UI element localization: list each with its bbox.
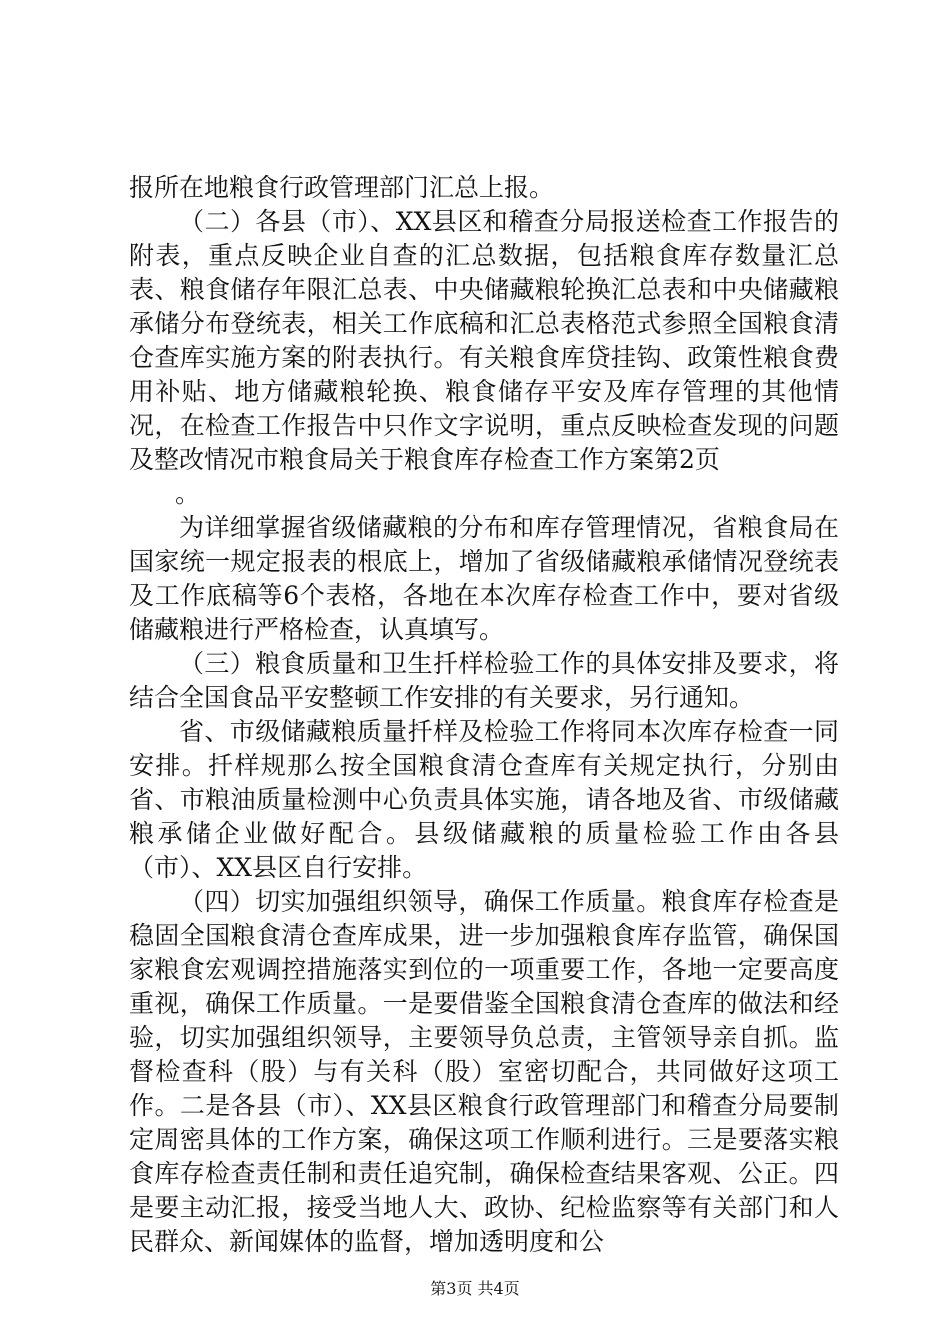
paragraph-continuation: 报所在地粮食行政管理部门汇总上报。 — [129, 173, 555, 202]
paragraph-provincial-reserve: 为详细掌握省级储藏粮的分布和库存管理情况，省粮食局在国家统一规定报表的根底上，增加了省级储藏粮承储情况登统表及工作底稿等6个表格，各地在本次库存检查工作中，要对省级储藏粮进行严格检查，认真填写。 — [129, 513, 839, 644]
page-footer: 第3页 共4页 — [430, 1279, 520, 1298]
document-body — [129, 171, 839, 1259]
paragraph-section-3: （三）粮食质量和卫生扦样检验工作的具体安排及要求，将结合全国食品平安整顿工作安排的有关要求，另行通知。 — [129, 649, 839, 712]
paragraph-sampling: 省、市级储藏粮质量扦样及检验工作将同本次库存检查一同安排。扦样规那么按全国粮食清仓查库有关规定执行，分别由省、市粮油质量检测中心负责具体实施，请各地及省、市级储藏粮承储企业做好配合。县级储藏粮的质量检验工作由各县（市）、XX县区自行安排。 — [129, 717, 839, 882]
paragraph-section-4: （四）切实加强组织领导，确保工作质量。粮食库存检查是稳固全国粮食清仓查库成果，进一步加强粮食库存监管，确保国家粮食宏观调控措施落实到位的一项重要工作，各地一定要高度重视，确保工作质量。一是要借鉴全国粮食清仓查库的做法和经验，切实加强组织领导，主要领导负总责，主管领导亲自抓。监督检查科（股）与有关科（股）室密切配合，共同做好这项工作。二是各县（市）、XX县区粮食行政管理部门和稽查分局要制定周密具体的工作方案，确保这项工作顺利进行。三是要落实粮食库存检查责任制和责任追究制，确保检查结果客观、公正。四是要主动汇报，接受当地人大、政协、纪检监察等有关部门和人民群众、新闻媒体的监督，增加透明度和公 — [129, 887, 839, 1256]
paragraph-section-2: （二）各县（市）、XX县区和稽查分局报送检查工作报告的附表，重点反映企业自查的汇总数据，包括粮食库存数量汇总表、粮食储存年限汇总表、中央储藏粮轮换汇总表和中央储藏粮承储分布登统表，相关工作底稿和汇总表格范式参照全国粮食清仓查库实施方案的附表执行。有关粮食库贷挂钩、政策性粮食费用补贴、地方储藏粮轮换、粮食储存平安及库存管理的其他情况，在检查工作报告中只作文字说明，重点反映检查发现的问题及整改情况市粮食局关于粮食库存检查工作方案第2页 — [129, 207, 839, 474]
paragraph-period: 。 — [175, 479, 201, 508]
